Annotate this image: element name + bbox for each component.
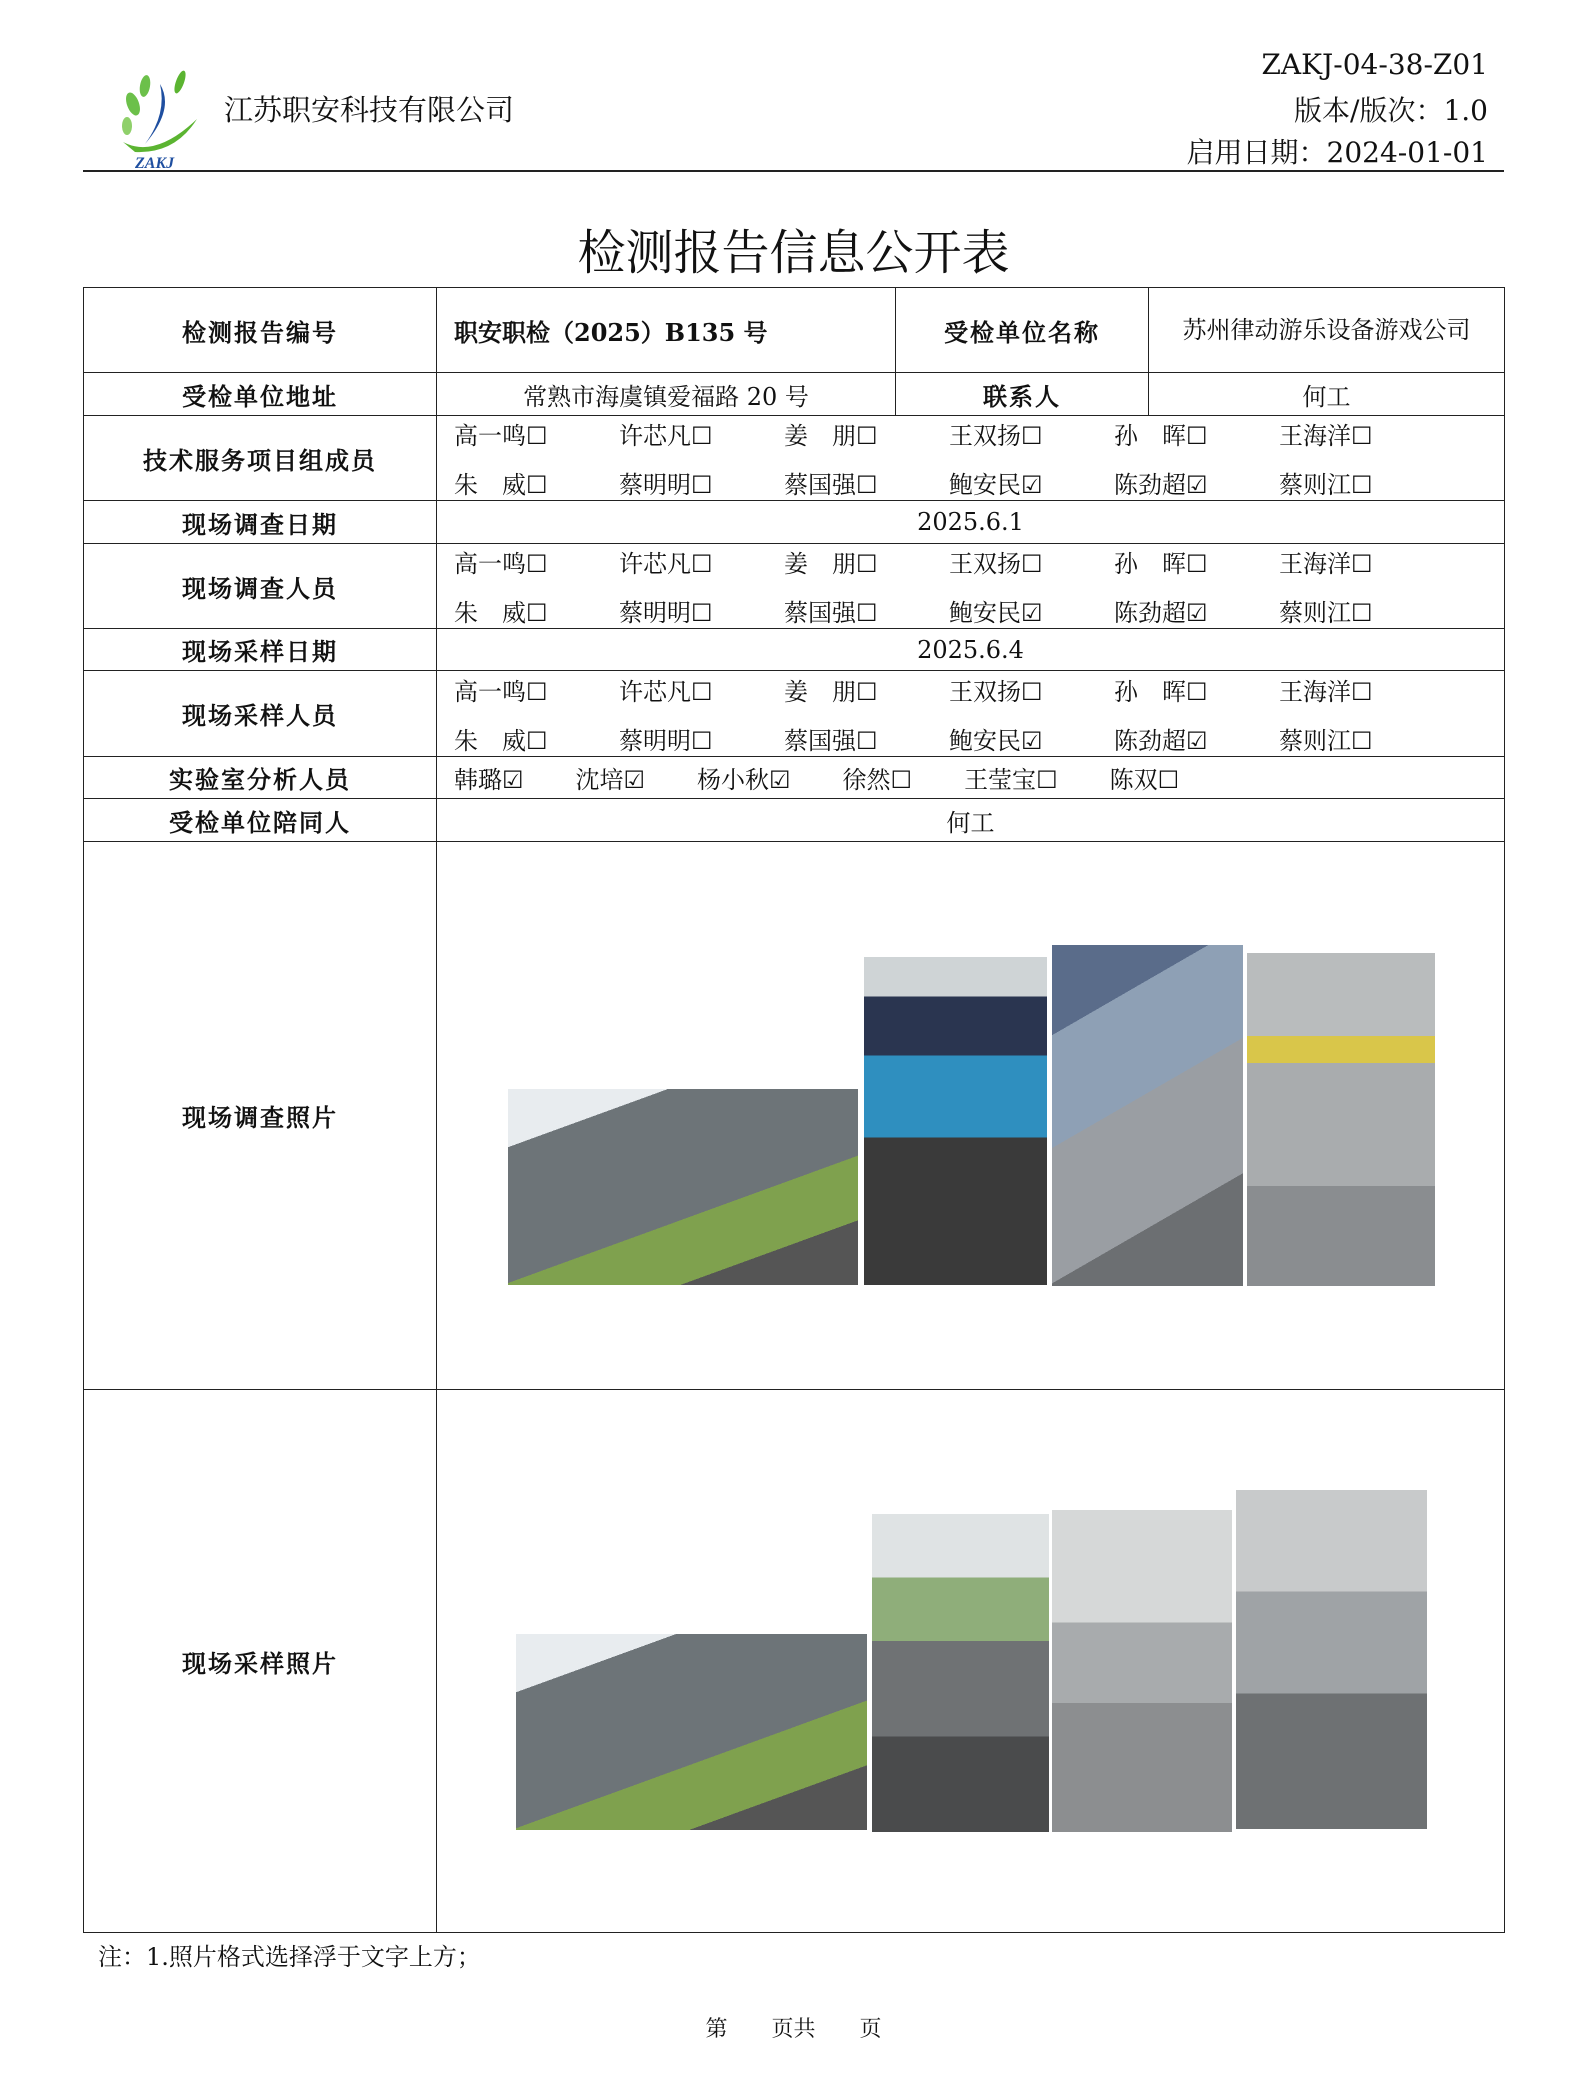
checkbox-empty-icon[interactable]: ☐ (691, 726, 713, 755)
staff-checkbox-item[interactable]: 蔡国强☐ (784, 471, 878, 499)
staff-checkbox-item[interactable]: 蔡明明☐ (619, 726, 713, 755)
lab-staff-checkbox-item[interactable]: 陈双☐ (1109, 766, 1180, 794)
checkbox-empty-icon[interactable]: ☐ (856, 550, 878, 578)
checkbox-empty-icon[interactable]: ☐ (526, 550, 548, 578)
staff-checkbox-item[interactable]: 朱 威☐ (454, 599, 548, 627)
footnote: 注：1.照片格式选择浮于文字上方； (98, 1943, 481, 1971)
staff-checkbox-item[interactable]: 王海洋☐ (1279, 677, 1373, 706)
effective-date: 启用日期：2024-01-01 (1186, 136, 1488, 169)
staff-checkbox-item[interactable]: 鲍安民☑ (949, 599, 1043, 627)
checkbox-empty-icon[interactable]: ☐ (526, 422, 548, 450)
checkbox-checked-icon[interactable]: ☑ (1021, 471, 1043, 499)
checkbox-empty-icon[interactable]: ☐ (1351, 599, 1373, 627)
staff-checkbox-item[interactable]: 鲍安民☑ (949, 726, 1043, 755)
checkbox-empty-icon[interactable]: ☐ (1351, 422, 1373, 450)
page-number: 第 页共 页 (705, 2017, 882, 2042)
page-title: 检测报告信息公开表 (577, 225, 1010, 281)
escort-label: 受检单位陪同人 (84, 799, 437, 842)
checkbox-empty-icon[interactable]: ☐ (1021, 550, 1043, 578)
checkbox-empty-icon[interactable]: ☐ (856, 677, 878, 706)
staff-checkbox-item[interactable]: 蔡则江☐ (1279, 599, 1373, 627)
sampling-staff-label: 现场采样人员 (84, 671, 437, 757)
sampling-photo-workshop-floor (872, 1514, 1049, 1832)
staff-checkbox-item[interactable]: 高一鸣☐ (454, 550, 548, 578)
checkbox-empty-icon[interactable]: ☐ (691, 599, 713, 627)
checkbox-empty-icon[interactable]: ☐ (856, 599, 878, 627)
sampling-photo-building-sign (516, 1634, 867, 1830)
staff-checkbox-item[interactable]: 陈劲超☑ (1114, 471, 1208, 499)
checkbox-empty-icon[interactable]: ☐ (1351, 677, 1373, 706)
checkbox-checked-icon[interactable]: ☑ (502, 766, 524, 794)
staff-checkbox-item[interactable]: 高一鸣☐ (454, 677, 548, 706)
checkbox-empty-icon[interactable]: ☐ (526, 726, 548, 755)
checkbox-empty-icon[interactable]: ☐ (1021, 677, 1043, 706)
staff-checkbox-item[interactable]: 鲍安民☑ (949, 471, 1043, 499)
doc-code: ZAKJ-04-38-Z01 (1261, 48, 1488, 81)
escort: 何工 (437, 799, 1505, 842)
checkbox-empty-icon[interactable]: ☐ (691, 550, 713, 578)
survey-date: 2025.6.1 (437, 501, 1505, 544)
staff-checkbox-item[interactable]: 许芯凡☐ (619, 422, 713, 450)
contact-label: 联系人 (896, 373, 1149, 416)
staff-checkbox-item[interactable]: 姜 朋☐ (784, 422, 878, 450)
staff-checkbox-item[interactable]: 许芯凡☐ (619, 550, 713, 578)
survey-photos-label: 现场调查照片 (84, 842, 437, 1390)
checkbox-empty-icon[interactable]: ☐ (1036, 766, 1058, 794)
staff-checkbox-item[interactable]: 王双扬☐ (949, 550, 1043, 578)
staff-checkbox-item[interactable]: 朱 威☐ (454, 726, 548, 755)
checkbox-checked-icon[interactable]: ☑ (623, 766, 646, 794)
staff-checkbox-item[interactable]: 蔡则江☐ (1279, 471, 1373, 499)
lab-staff-checkbox-item[interactable]: 杨小秋☑ (697, 766, 791, 794)
checkbox-empty-icon[interactable]: ☐ (890, 766, 913, 794)
survey-staff-label: 现场调查人员 (84, 544, 437, 629)
lab-staff-checkbox-item[interactable]: 王莹宝☐ (964, 766, 1058, 794)
staff-checkbox-item[interactable]: 许芯凡☐ (619, 677, 713, 706)
staff-checkbox-item[interactable]: 王双扬☐ (949, 422, 1043, 450)
staff-checkbox-item[interactable]: 陈劲超☑ (1114, 599, 1208, 627)
survey-photo-equipment (1247, 953, 1435, 1286)
checkbox-checked-icon[interactable]: ☑ (1186, 599, 1208, 627)
staff-checkbox-item[interactable]: 蔡明明☐ (619, 471, 713, 499)
company-logo (105, 64, 215, 172)
checkbox-empty-icon[interactable]: ☐ (1021, 422, 1043, 450)
checkbox-empty-icon[interactable]: ☐ (1351, 726, 1373, 755)
staff-checkbox-item[interactable]: 蔡明明☐ (619, 599, 713, 627)
staff-checkbox-item[interactable]: 孙 晖☐ (1114, 677, 1208, 706)
lab-staff-list (437, 757, 1505, 799)
staff-checkbox-item[interactable]: 王海洋☐ (1279, 422, 1373, 450)
company-name: 江苏职安科技有限公司 (224, 93, 515, 127)
sampling-date: 2025.6.4 (437, 629, 1505, 671)
checkbox-empty-icon[interactable]: ☐ (691, 422, 713, 450)
report-no: 职安职检（2025）B135 号 (437, 288, 896, 373)
staff-checkbox-item[interactable]: 高一鸣☐ (454, 422, 548, 450)
sampling-photo-hall (1236, 1490, 1427, 1829)
staff-checkbox-item[interactable]: 蔡则江☐ (1279, 726, 1373, 755)
checkbox-empty-icon[interactable]: ☐ (691, 677, 713, 706)
sampling-date-label: 现场采样日期 (84, 629, 437, 671)
checkbox-checked-icon[interactable]: ☑ (1021, 726, 1043, 755)
survey-date-label: 现场调查日期 (84, 501, 437, 544)
unit-name: 苏州律动游乐设备游戏公司 (1149, 288, 1505, 373)
address: 常熟市海虞镇爱福路 20 号 (437, 373, 896, 416)
team-members-grid (437, 416, 1504, 500)
lab-staff-checkbox-item[interactable]: 韩璐☑ (454, 766, 524, 794)
checkbox-empty-icon[interactable]: ☐ (526, 471, 548, 499)
checkbox-empty-icon[interactable]: ☐ (526, 677, 548, 706)
survey-photo-sampler (864, 957, 1047, 1285)
staff-checkbox-item[interactable]: 姜 朋☐ (784, 550, 878, 578)
survey-photos-cell (437, 842, 1505, 1390)
checkbox-checked-icon[interactable]: ☑ (769, 766, 791, 794)
staff-checkbox-item[interactable]: 孙 晖☐ (1114, 422, 1208, 450)
checkbox-checked-icon[interactable]: ☑ (1186, 471, 1208, 499)
survey-staff-grid (437, 544, 1504, 628)
lab-label: 实验室分析人员 (84, 757, 437, 799)
header-divider (83, 170, 1504, 172)
checkbox-empty-icon[interactable]: ☐ (1186, 677, 1208, 706)
staff-checkbox-item[interactable]: 蔡国强☐ (784, 599, 878, 627)
report-no-label: 检测报告编号 (84, 288, 437, 373)
lab-staff-checkbox-item[interactable]: 徐然☐ (842, 766, 913, 794)
staff-checkbox-item[interactable]: 朱 威☐ (454, 471, 548, 499)
checkbox-empty-icon[interactable]: ☐ (526, 599, 548, 627)
sampling-photo-frames (1052, 1510, 1232, 1832)
checkbox-empty-icon[interactable]: ☐ (856, 471, 878, 499)
checkbox-empty-icon[interactable]: ☐ (1157, 766, 1180, 794)
checkbox-empty-icon[interactable]: ☐ (856, 726, 878, 755)
sampling-photos-label: 现场采样照片 (84, 1390, 437, 1933)
team-label: 技术服务项目组成员 (84, 416, 437, 501)
checkbox-empty-icon[interactable]: ☐ (1186, 550, 1208, 578)
checkbox-checked-icon[interactable]: ☑ (1021, 599, 1043, 627)
svg-text:ZAKJ: ZAKJ (135, 155, 175, 172)
checkbox-checked-icon[interactable]: ☑ (1186, 726, 1208, 755)
checkbox-empty-icon[interactable]: ☐ (1351, 550, 1373, 578)
sampling-staff-grid (437, 672, 1504, 756)
survey-photo-tripod (1052, 945, 1243, 1286)
staff-checkbox-item[interactable]: 王双扬☐ (949, 677, 1043, 706)
staff-checkbox-item[interactable]: 孙 晖☐ (1114, 550, 1208, 578)
info-table (83, 287, 1505, 1933)
lab-staff-checkbox-item[interactable]: 沈培☑ (575, 766, 646, 794)
checkbox-empty-icon[interactable]: ☐ (691, 471, 713, 499)
staff-checkbox-item[interactable]: 蔡国强☐ (784, 726, 878, 755)
checkbox-empty-icon[interactable]: ☐ (1351, 471, 1373, 499)
staff-checkbox-item[interactable]: 王海洋☐ (1279, 550, 1373, 578)
unit-name-label: 受检单位名称 (896, 288, 1149, 373)
checkbox-empty-icon[interactable]: ☐ (856, 422, 878, 450)
address-label: 受检单位地址 (84, 373, 437, 416)
staff-checkbox-item[interactable]: 陈劲超☑ (1114, 726, 1208, 755)
checkbox-empty-icon[interactable]: ☐ (1186, 422, 1208, 450)
staff-checkbox-item[interactable]: 姜 朋☐ (784, 677, 878, 706)
sampling-photos-cell (437, 1390, 1505, 1933)
survey-photo-building-sign (508, 1089, 858, 1285)
contact: 何工 (1149, 373, 1505, 416)
version: 版本/版次：1.0 (1294, 94, 1488, 127)
